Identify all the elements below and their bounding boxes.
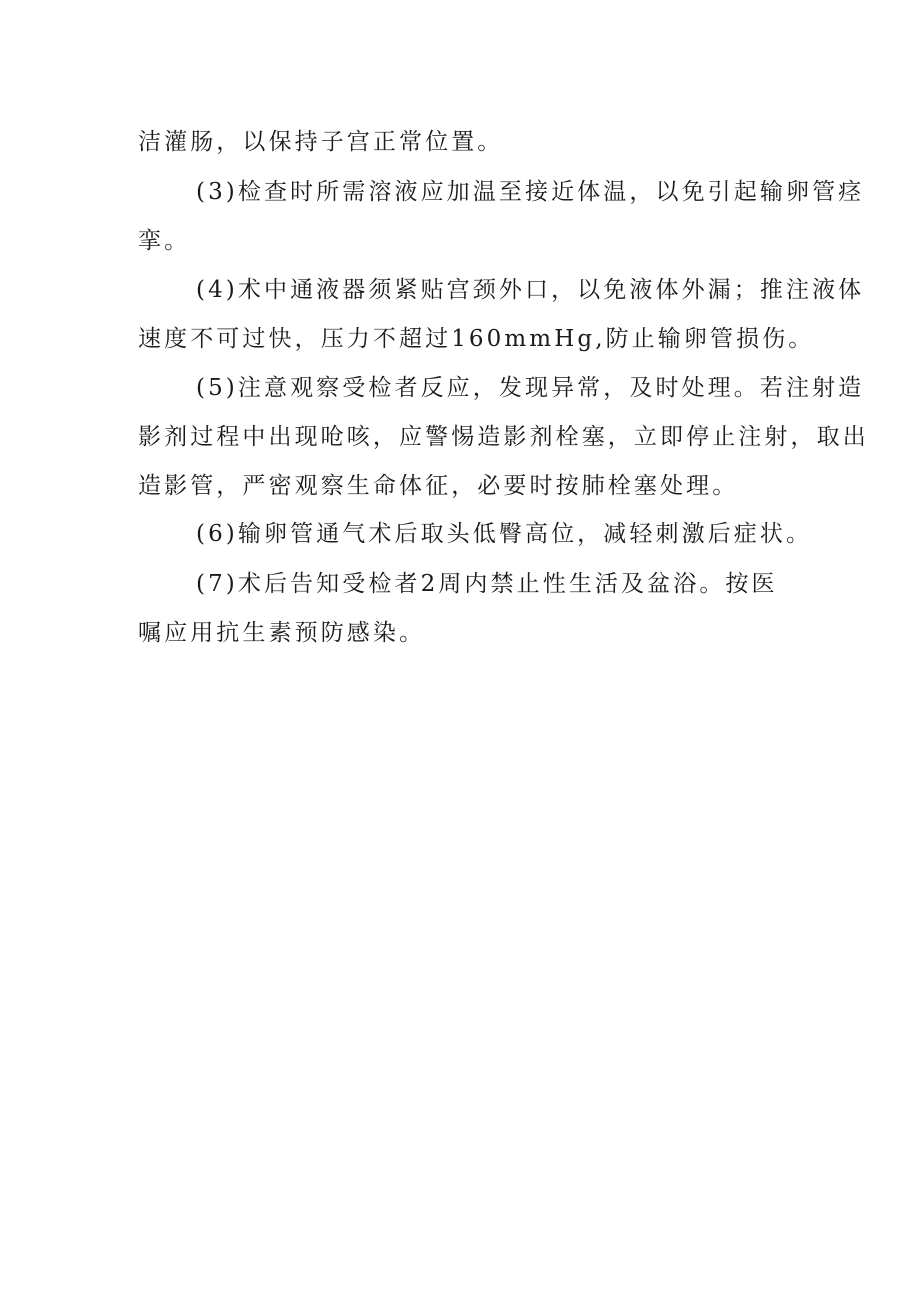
item-4-line-1: (4)术中通液器须紧贴宫颈外口，以免液体外漏；推注液体 (196, 277, 865, 303)
item-5-line-2: 影剂过程中出现呛咳，应警惕造影剂栓塞，立即停止注射，取出 (138, 424, 869, 450)
item-7-line-2: 嘱应用抗生素预防感染。 (138, 620, 426, 646)
item-5-line-1: (5)注意观察受检者反应，发现异常，及时处理。若注射造 (196, 375, 865, 401)
item-3-line-2: 挛。 (138, 228, 191, 254)
item-4-line-2: 速度不可过快，压力不超过160mmHg,防止输卵管损伤。 (138, 326, 815, 352)
item-3-line-1: (3)检查时所需溶液应加温至接近体温，以免引起输卵管痉 (196, 179, 865, 205)
item-7-line-1: (7)术后告知受检者2周内禁止性生活及盆浴。按医 (196, 571, 778, 597)
item-6-line-1: (6)输卵管通气术后取头低臀高位，减轻刺激后症状。 (196, 521, 813, 547)
paragraph-line: 洁灌肠，以保持子宫正常位置。 (138, 129, 504, 155)
item-5-line-3: 造影管，严密观察生命体征，必要时按肺栓塞处理。 (138, 473, 739, 499)
